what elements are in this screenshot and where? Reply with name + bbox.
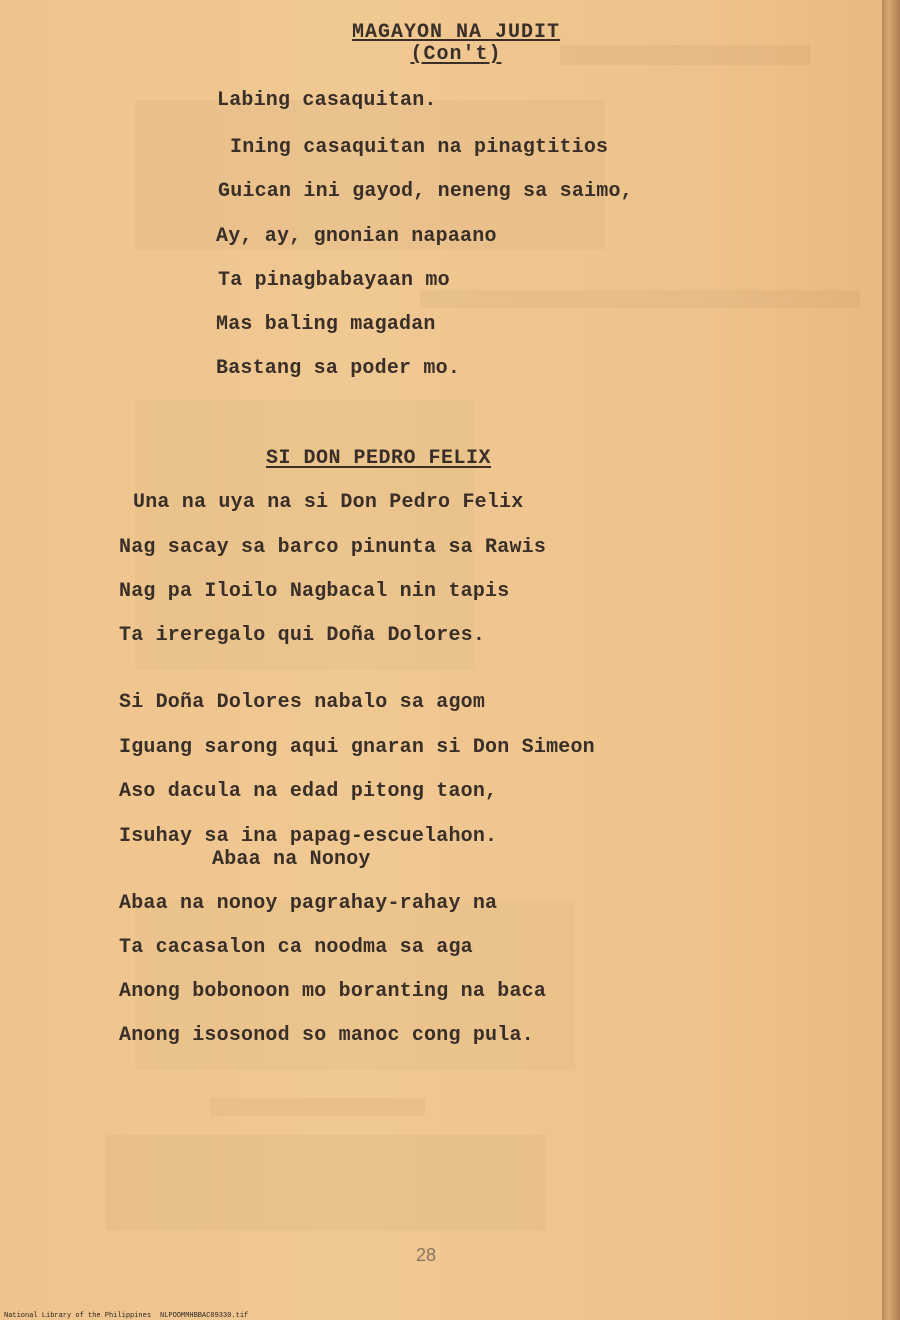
header-subtitle: (Con't) [410,43,502,66]
verse-line: Ta pinagbabayaan mo [218,269,450,292]
verse-line: Ay, ay, gnonian napaano [216,225,497,248]
verse-line: Bastang sa poder mo. [216,357,461,380]
verse-line: Ta ireregalo qui Doña Dolores. [119,624,486,647]
page-header [349,22,563,66]
verse-line: Mas baling magadan [216,313,436,336]
verse-line: Isuhay sa ina papag-escuelahon. [119,825,498,848]
page-edge [882,0,900,1320]
verse-line: Ta cacasalon ca noodma sa aga [119,936,473,959]
verse-line: Ining casaquitan na pinagtitios [230,136,609,159]
verse-line: Iguang sarong aqui gnaran si Don Simeon [119,736,595,759]
bleed-through-text [210,1098,425,1116]
header-title: MAGAYON NA JUDIT [351,21,561,44]
verse-line: Anong bobonoon mo boranting na baca [119,980,547,1003]
bleed-through-text [105,1135,545,1230]
verse-line: Nag pa Iloilo Nagbacal nin tapis [119,580,510,603]
verse-line: Aso dacula na edad pitong taon, [119,780,498,803]
footer-library-name: National Library of the Philippines [4,1312,152,1320]
bleed-through-text [560,45,810,65]
verse-line: Abaa na nonoy pagrahay-rahay na [119,892,498,915]
verse-line: Labing casaquitan. [217,89,437,112]
verse-line: Una na uya na si Don Pedro Felix [133,491,524,514]
bleed-through-text [420,290,860,308]
footer-file-id: NLPOOMMHBBAC09330.tif [160,1312,249,1320]
verse-line: Nag sacay sa barco pinunta sa Rawis [119,536,547,559]
verse-line: Anong isosonod so manoc cong pula. [119,1024,534,1047]
page-number: 28 [416,1245,437,1265]
verse-line: Guican ini gayod, neneng sa saimo, [218,180,633,203]
subheading: Abaa na Nonoy [212,848,371,871]
verse-line: Si Doña Dolores nabalo sa agom [119,691,486,714]
section-title: SI DON PEDRO FELIX [266,447,492,470]
